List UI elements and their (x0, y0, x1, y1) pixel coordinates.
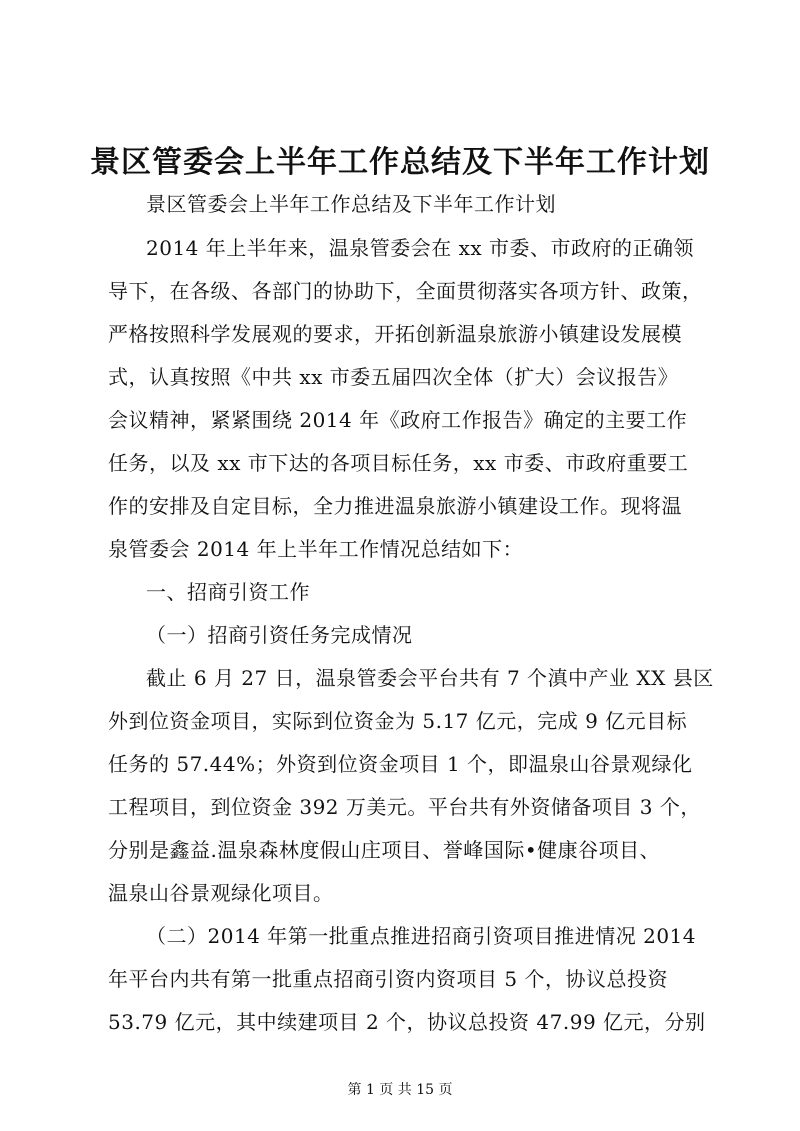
paragraph-line: 式，认真按照《中共 xx 市委五届四次全体（扩大）会议报告》 (108, 365, 679, 389)
paragraph-line: 泉管委会 2014 年上半年工作情况总结如下： (108, 537, 524, 561)
paragraph-line: 分别是鑫益.温泉森林度假山庄项目、誉峰国际•健康谷项目、 (108, 838, 661, 862)
paragraph-line: 严格按照科学发展观的要求，开拓创新温泉旅游小镇建设发展模 (108, 322, 682, 346)
paragraph-line: 2014 年上半年来，温泉管委会在 xx 市委、市政府的正确领 (146, 236, 695, 260)
paragraph-line: 年平台内共有第一批重点招商引资内资项目 5 个，协议总投资 (108, 967, 668, 991)
paragraph-line: 导下，在各级、各部门的协助下，全面贯彻落实各项方针、政策， (108, 279, 703, 303)
paragraph-line: 任务，以及 xx 市下达的各项目标任务，xx 市委、市政府重要工 (108, 451, 689, 475)
paragraph-line: 53.79 亿元，其中续建项目 2 个，协议总投资 47.99 亿元，分别 (108, 1010, 706, 1034)
page-footer: 第 1 页 共 15 页 (347, 1082, 453, 1098)
subtitle-line: 景区管委会上半年工作总结及下半年工作计划 (146, 192, 556, 216)
paragraph-line: 工程项目，到位资金 392 万美元。平台共有外资储备项目 3 个， (108, 795, 701, 819)
paragraph-line: 温泉山谷景观绿化项目。 (108, 881, 334, 905)
paragraph-line: 截止 6 月 27 日，温泉管委会平台共有 7 个滇中产业 XX 县区 (146, 666, 714, 690)
paragraph-line: （二）2014 年第一批重点推进招商引资项目推进情况 2014 (146, 924, 697, 948)
paragraph-line: 外到位资金项目，实际到位资金为 5.17 亿元，完成 9 亿元目标 (108, 709, 688, 733)
document-title: 景区管委会上半年工作总结及下半年工作计划 (90, 145, 710, 180)
paragraph-line: 作的安排及自定目标，全力推进温泉旅游小镇建设工作。现将温 (108, 494, 682, 518)
section-heading: 一、招商引资工作 (146, 580, 310, 604)
paragraph-line: 会议精神，紧紧围绕 2014 年《政府工作报告》确定的主要工作 (108, 408, 688, 432)
paragraph-line: 任务的 57.44%；外资到位资金项目 1 个，即温泉山谷景观绿化 (108, 752, 693, 776)
subsection-heading: （一）招商引资任务完成情况 (146, 623, 413, 647)
